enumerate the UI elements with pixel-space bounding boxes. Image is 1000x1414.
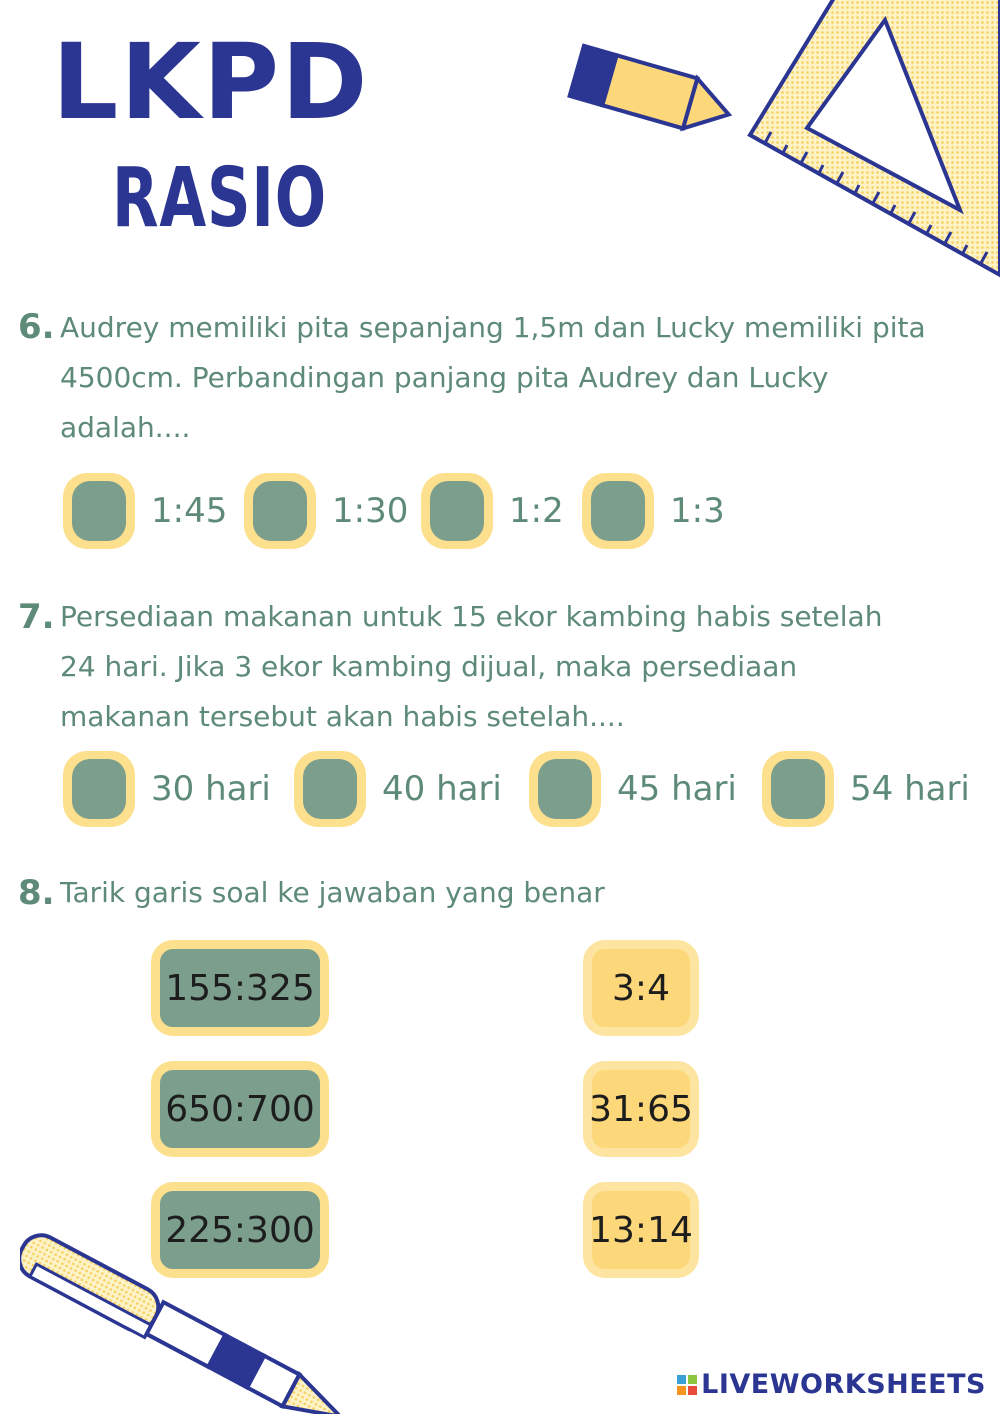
option-q7-d[interactable]: [762, 751, 970, 827]
page-title: LKPD: [52, 21, 370, 143]
question-line: Persediaan makanan untuk 15 ekor kambing habis setelah: [60, 600, 883, 633]
brand-name: LIVEWORKSHEETS: [701, 1369, 986, 1400]
question-text-8: [60, 868, 605, 918]
option-q7-a[interactable]: [63, 751, 271, 827]
page-subtitle: RASIO: [112, 151, 327, 246]
question-line: adalah....: [60, 411, 191, 444]
question-number-8: 8.: [18, 873, 55, 913]
match-right-item[interactable]: 3:4: [583, 940, 699, 1036]
option-label: 40 hari: [382, 769, 502, 809]
option-q6-a[interactable]: [63, 473, 227, 549]
liveworksheets-brand: [677, 1369, 986, 1400]
option-q6-c[interactable]: [421, 473, 564, 549]
triangle-ruler-icon: [745, 0, 1000, 285]
radio-box[interactable]: [294, 751, 366, 827]
question-text-6: [60, 303, 926, 453]
radio-box[interactable]: [421, 473, 493, 549]
match-left-item[interactable]: 225:300: [151, 1182, 329, 1278]
radio-box[interactable]: [63, 751, 135, 827]
question-line: 4500cm. Perbandingan panjang pita Audrey dan Lucky: [60, 361, 829, 394]
radio-box[interactable]: [63, 473, 135, 549]
pencil-icon: [555, 38, 745, 153]
radio-box[interactable]: [762, 751, 834, 827]
option-label: 1:2: [509, 491, 564, 531]
radio-box[interactable]: [244, 473, 316, 549]
question-line: Audrey memiliki pita sepanjang 1,5m dan Lucky memiliki pita: [60, 311, 926, 344]
match-left-item[interactable]: 650:700: [151, 1061, 329, 1157]
option-label: 1:45: [151, 491, 228, 531]
question-line: Tarik garis soal ke jawaban yang benar: [60, 876, 605, 909]
match-right-item[interactable]: 13:14: [583, 1182, 699, 1278]
option-label: 30 hari: [151, 769, 271, 809]
option-label: 54 hari: [850, 769, 970, 809]
option-q7-c[interactable]: [529, 751, 737, 827]
question-text-7: [60, 592, 882, 742]
option-label: 45 hari: [617, 769, 737, 809]
option-label: 1:3: [670, 491, 725, 531]
option-q6-b[interactable]: [244, 473, 408, 549]
option-q6-d[interactable]: [582, 473, 725, 549]
match-left-item[interactable]: 155:325: [151, 940, 329, 1036]
option-label: 1:30: [332, 491, 409, 531]
question-line: makanan tersebut akan habis setelah....: [60, 700, 625, 733]
radio-box[interactable]: [582, 473, 654, 549]
option-q7-b[interactable]: [294, 751, 502, 827]
match-right-item[interactable]: 31:65: [583, 1061, 699, 1157]
question-line: 24 hari. Jika 3 ekor kambing dijual, maka persediaan: [60, 650, 798, 683]
liveworksheets-logo-icon: [677, 1375, 697, 1395]
question-number-7: 7.: [18, 597, 55, 637]
radio-box[interactable]: [529, 751, 601, 827]
question-number-6: 6.: [18, 307, 55, 347]
